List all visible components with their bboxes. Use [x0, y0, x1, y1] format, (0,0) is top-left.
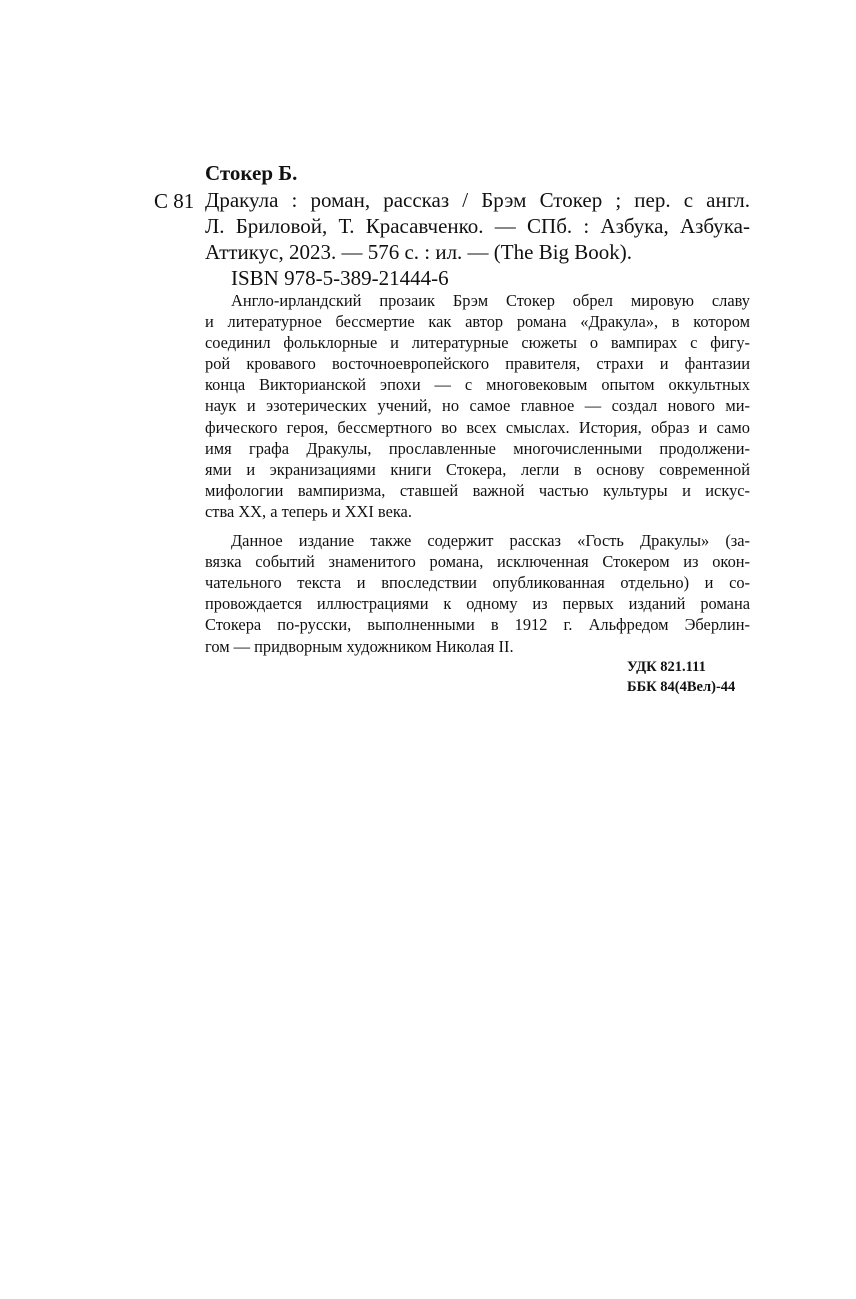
annotation-line: гом — придворным художником Николая II. — [205, 636, 514, 656]
bib-line: Л. Бриловой, Т. Красавченко. — СПб. : Азбука, Азбука- — [205, 214, 750, 238]
bibliographic-description — [205, 187, 750, 291]
udk-code: УДК 821.111 — [627, 659, 706, 675]
annotation-line: наук и эзотерических учений, но самое главное — создал нового ми- — [205, 396, 750, 416]
isbn: ISBN 978-5-389-21444-6 — [231, 266, 449, 290]
annotation-line: мифологии вампиризма, ставшей важной частью культуры и искус- — [205, 480, 750, 500]
annotation-paragraph-1 — [205, 290, 750, 522]
classification-codes — [627, 657, 735, 697]
annotation-line: Стокера по-русски, выполненными в 1912 г. Альфредом Эберлин- — [205, 615, 750, 635]
annotation-line: ями и экранизациями книги Стокера, легли в основу современной — [205, 459, 750, 479]
annotation-line: и литературное бессмертие как автор романа «Дракула», в котором — [205, 312, 750, 332]
annotation-line: Данное издание также содержит рассказ «Гость Дракулы» (за- — [231, 531, 750, 551]
annotation-line: Англо-ирландский прозаик Брэм Стокер обрел мировую славу — [231, 291, 750, 310]
annotation-line: имя графа Дракулы, прославленные многочисленными продолжени- — [205, 438, 750, 458]
annotation-line: ства XX, а теперь и XXI века. — [205, 501, 412, 521]
annotation-paragraph-2 — [205, 530, 750, 657]
annotation-line: чательного текста и впоследствии опубликованная отдельно) и со- — [205, 573, 750, 593]
bib-line: Дракула : роман, рассказ / Брэм Стокер ; пер. с англ. — [205, 188, 750, 212]
annotation-line: провождается иллюстрациями к одному из первых изданий романа — [205, 594, 750, 614]
annotation-line: вязка событий знаменитого романа, исключенная Стокером из окон- — [205, 552, 750, 572]
bbk-code: ББК 84(4Вел)-44 — [627, 679, 736, 695]
annotation — [205, 290, 750, 657]
bib-line: Аттикус, 2023. — 576 с. : ил. — (The Big Book). — [205, 240, 633, 264]
author-sign-code: С 81 — [154, 189, 195, 213]
author-heading: Стокер Б. — [205, 161, 298, 185]
annotation-line: конца Викторианской эпохи — с многовековым опытом оккультных — [205, 375, 750, 395]
annotation-line: соединил фольклорные и литературные сюжеты о вампирах с фигу- — [205, 333, 750, 353]
annotation-line: фического героя, бессмертного во всех смыслах. История, образ и само — [205, 417, 750, 437]
annotation-line: рой кровавого восточноевропейского правителя, страхи и фантазии — [205, 354, 750, 374]
